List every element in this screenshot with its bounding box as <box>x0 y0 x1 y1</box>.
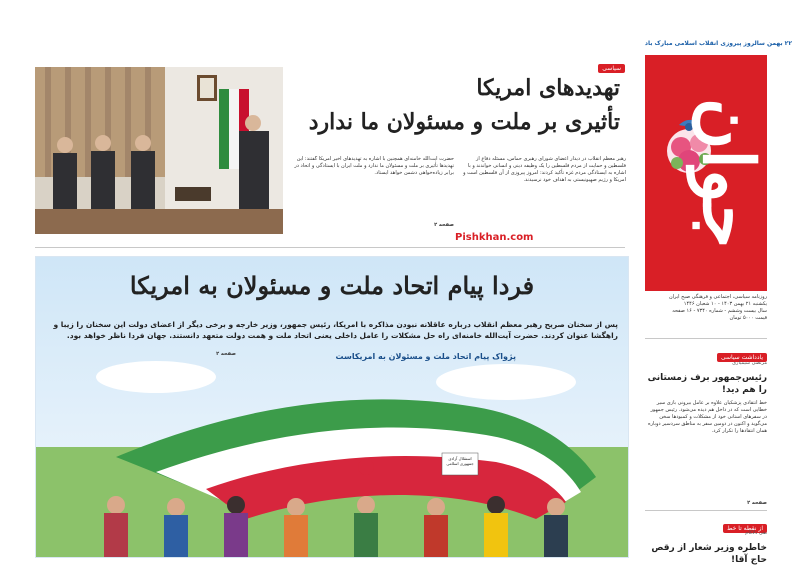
lead-headline-2: تأثیری بر ملت و مسئولان ما ندارد <box>308 109 620 135</box>
lead-column-2: حضرت آیت‌الله خامنه‌ای همچنین با اشاره به تهدیدهای اخیر امریکا گفتند: این تهدیدها تأثیری بر ملت و مسئولان ما ندارد و ملت ایران با ایستادگی و اتحاد در برابر زیاده‌خواهی دشمن خواهد ایستاد. <box>294 156 454 176</box>
lead-headline-1: تهدیدهای امریکا <box>476 75 620 101</box>
sidebar-body: خط انتقادی پزشکیان علاوه بر عامل بیرونی بازی سیر خطایی است که در داخل هم دیده می‌شود. رئیس جمهور در سفرهای استانی خود از مشکلات و کمبودها سخن می‌گوید و اکنون در دومین سفر به مناطق سردسیر دوباره همان انتقادها را تکرار کرد. <box>648 400 767 434</box>
sidebar-label: نفی ذلاکام <box>745 530 767 536</box>
masthead-info-line: سال بیست وششم - شماره ۷۳۴۰ - ۱۶ صفحه <box>672 308 767 314</box>
sidebar-badge-2: از نقطه تا خط <box>723 524 767 533</box>
divider <box>35 247 625 248</box>
masthead-logo-box <box>645 55 770 291</box>
masthead-info <box>645 294 767 322</box>
masthead-info-line: روزنامه سیاسی، اجتماعی و فرهنگی صبح ایران <box>668 294 767 300</box>
divider <box>645 510 767 511</box>
divider <box>645 338 767 339</box>
masthead-info-line: قیمت ۵۰۰۰ تومان <box>729 315 767 321</box>
masthead-logo-text: جوان <box>687 97 770 249</box>
lead-column-1: رهبر معظم انقلاب در دیدار اعضای شورای رهبری حماس، مسئله دفاع از فلسطین و حمایت از مردم فلسطین را یک وظیفه دینی و انسانی خواندند و با اشاره به ایستادگی مردم غزه تأکید کردند: امروز پیروزی از آن فلسطین است و امریکا و رژیم صهیونیستی به اهداف خود نرسیدند. <box>463 156 626 183</box>
feature-subline: پژواک پیام اتحاد ملت و مسئولان به امریکاست <box>335 352 516 361</box>
sidebar-continued: صفحه ۲ <box>747 500 767 506</box>
watermark: Pishkhan.com <box>455 232 534 243</box>
section-badge: سیاسی <box>598 64 625 73</box>
feature-illustration <box>36 257 628 557</box>
lead-photo <box>35 67 283 234</box>
sidebar-headline: رئیس‌جمهور برف زمستانی را هم دید! <box>647 373 767 395</box>
feature-box <box>35 256 629 558</box>
sidebar-headline-2: خاطره وزیر شعار از رقص حاج آقا! <box>651 543 767 565</box>
feature-headline: فردا پیام اتحاد ملت و مسئولان به امریکا <box>129 271 535 300</box>
feature-body: پس از سخنان صریح رهبر معظم انقلاب درباره عاقلانه نبودن مذاکره با امریکا، رئیس جمهور، وزیر خارجه و برخی دیگر از اعضای دولت این سخنان را زیبا و راهگشا عنوان کردند. حضرت آیت‌الله خامنه‌ای راه حل مشکلات را عامل داخلی یعنی اتحاد ملت و همت دولت متعهد دانستند. جهان فردا ناظر خواهد بود. <box>53 320 618 340</box>
sidebar-badge: یادداشت سیاسی <box>717 353 767 362</box>
sidebar-author: مرتضی سیمیاری <box>732 360 767 366</box>
lead-continued: صفحه ۲ <box>434 222 454 228</box>
feature-sign-text: استقلال آزادی جمهوری اسلامی <box>446 456 474 466</box>
feature-continued: صفحه ۲ <box>216 351 236 357</box>
masthead-info-line: یکشنبه ۲۱ بهمن ۱۴۰۳ - ۱۰ شعبان ۱۴۴۶ <box>683 301 767 307</box>
topline: ۲۲ بهمن سالروز پیروزی انقلاب اسلامی مبارک باد <box>644 40 792 47</box>
